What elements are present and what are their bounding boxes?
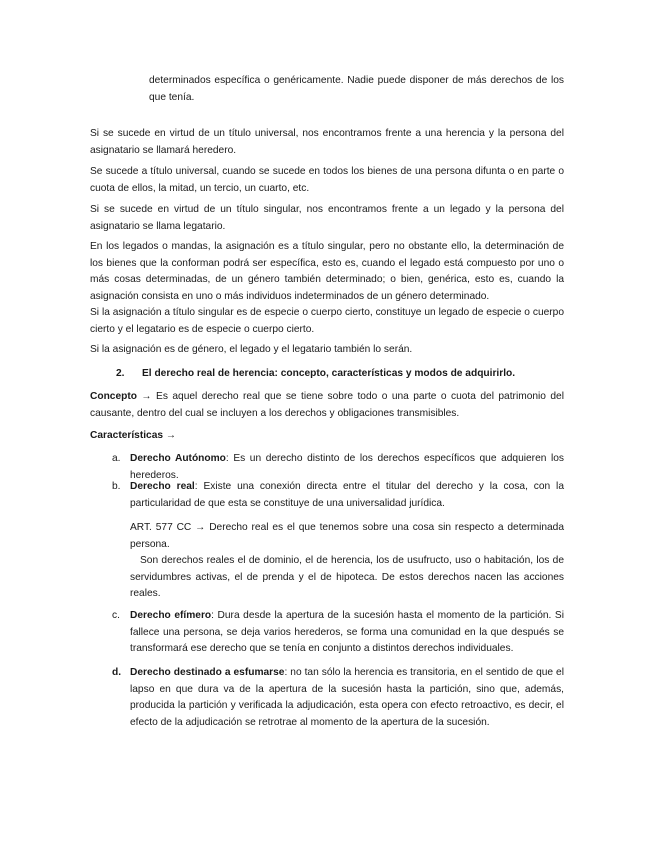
- item-term: Derecho Autónomo: [130, 453, 226, 464]
- item-text: : Dura desde la apertura de la sucesión hasta el momento de la partición. Si fallece una persona, se deja varios herederos, se forma una comunidad en la que después se transformará ese derecho que se tenía en conjunto a distintos derechos individuales.: [130, 610, 564, 654]
- arrow-icon: →: [165, 430, 177, 441]
- paragraph-sucede-universal: Se sucede a título universal, cuando se sucede en todos los bienes de una persona difunta o en parte o cuota de ellos, la mitad, un tercio, un cuarto, etc.: [90, 166, 564, 194]
- concepto-text: Es aquel derecho real que se tiene sobre todo o una parte o cuota del patrimonio del causante, dentro del cual se incluyen a los derechos y obligaciones transmisibles.: [90, 391, 564, 419]
- concepto-term: Concepto: [90, 391, 137, 402]
- item-term: Derecho real: [130, 481, 195, 492]
- art-577-paragraph: [130, 520, 564, 553]
- item-text: : Existe una conexión directa entre el titular del derecho y la cosa, con la particularidad de que esta se constituye de una universalidad jurídica.: [130, 481, 564, 509]
- paragraph-legados: En los legados o mandas, la asignación es a título singular, pero no obstante ello, la determinación de los bienes que la conforman podrá ser específica, esto es, cuando el legado está compuesto por uno o más cosas determinadas, de un género también determinado; o bien, genérica, esto es, cuando la asignación consista en uno o más individuos indeterminados de un género determinado.: [90, 241, 564, 302]
- paragraph-titulo-singular: Si se sucede en virtud de un título singular, nos encontramos frente a un legado y la persona del asignatario se llama legatario.: [90, 204, 564, 232]
- list-marker: a.: [112, 453, 121, 464]
- item-term: Derecho efímero: [130, 610, 212, 621]
- item-term: Derecho destinado a esfumarse: [130, 667, 285, 678]
- paragraph-genero: Si la asignación es de género, el legado y el legatario también lo serán.: [90, 344, 413, 355]
- concepto-paragraph: [90, 389, 564, 422]
- caracteristicas-label: [90, 428, 564, 445]
- list-item-b: [112, 479, 564, 512]
- paragraph-continuation: determinados específica o genéricamente. Nadie puede disponer de más derechos de los que tenía.: [149, 75, 564, 103]
- item-text: : Es un derecho distinto de los derechos específicos que adquieren los herederos.: [130, 453, 565, 481]
- list-marker: d.: [112, 667, 122, 678]
- list-item-d: [112, 665, 564, 731]
- paragraph-titulo-universal: Si se sucede en virtud de un título universal, nos encontramos frente a una herencia y la persona del asignatario se llamará heredero.: [90, 128, 564, 156]
- section-title: El derecho real de herencia: concepto, características y modos de adquirirlo.: [142, 368, 516, 379]
- arrow-icon: →: [141, 391, 152, 402]
- art-ref: ART. 577 CC: [130, 522, 192, 533]
- section-number: 2.: [116, 368, 125, 379]
- derechos-reales-paragraph: Son derechos reales el de dominio, el de herencia, los de usufructo, uso o habitación, los de servidumbres activas, el de prenda y el de hipoteca. De estos derechos nacen las acciones reales.: [130, 555, 564, 599]
- paragraph-especie: Si la asignación a título singular es de especie o cuerpo cierto, constituye un legado de especie o cuerpo cierto y el legatario es de especie o cuerpo cierto.: [90, 307, 564, 335]
- list-marker: c.: [112, 610, 120, 621]
- art-text: Derecho real es el que tenemos sobre una cosa sin respecto a determinada persona.: [130, 522, 564, 550]
- caracteristicas-term: Características: [90, 430, 164, 441]
- item-text: : no tan sólo la herencia es transitoria, en el sentido de que el lapso en que dura va de la apertura de la sucesión hasta la partición, sino que, además, producida la partición y verificada la adjudicación, esta opera con efecto retroactivo, es decir, el efecto de la adjudicación se retrotrae al momento de la apertura de la sucesión.: [130, 667, 564, 728]
- arrow-icon: →: [195, 522, 206, 533]
- section-heading: [116, 366, 566, 383]
- list-item-c: [112, 608, 564, 658]
- list-marker: b.: [112, 481, 121, 492]
